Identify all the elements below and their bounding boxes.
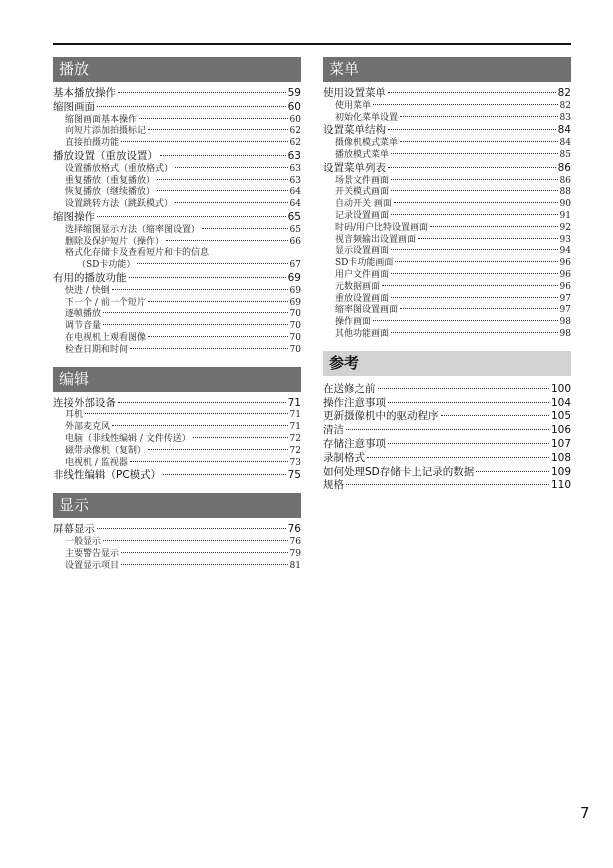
toc-entry-label: 用户文件画面: [335, 269, 390, 280]
toc-subentry[interactable]: [53, 321, 301, 333]
toc-entry[interactable]: [323, 162, 571, 176]
toc-page-number: 86: [557, 161, 571, 174]
toc-entry-label: 主要警告显示: [65, 548, 120, 559]
toc-page-number: 76: [287, 523, 301, 536]
dot-leader: [400, 141, 558, 142]
section-heading: 播放: [53, 57, 301, 82]
toc-entry-label: 使用菜单: [335, 100, 372, 111]
toc-page-number: 96: [559, 281, 571, 292]
toc-entry-label: 基本播放操作: [53, 87, 116, 99]
dot-leader: [382, 285, 558, 286]
dot-leader: [130, 461, 288, 462]
toc-page-number: 91: [559, 210, 571, 221]
toc-entry-label: 其他功能画面: [335, 328, 390, 339]
dot-leader: [476, 471, 549, 472]
dot-leader: [103, 540, 288, 541]
toc-entry-label: 规格: [323, 479, 344, 492]
toc-subentry[interactable]: [323, 113, 571, 125]
dot-leader: [391, 190, 558, 191]
dot-leader: [391, 332, 558, 333]
toc-subentry[interactable]: [53, 237, 301, 249]
toc-subentry[interactable]: [323, 305, 571, 317]
dot-leader: [121, 552, 288, 553]
toc-page-number: 69: [289, 285, 301, 296]
dot-leader: [346, 429, 549, 430]
toc-entry-label: 电视机 / 监视器: [65, 457, 128, 468]
dot-leader: [388, 402, 549, 403]
toc-entry-label: 重放设置画面: [335, 293, 390, 304]
toc-subentry[interactable]: [53, 333, 301, 345]
toc-entry[interactable]: [323, 397, 571, 411]
toc-entry-label: 直接拍摄功能: [65, 138, 120, 149]
toc-entry-label: 删除及保护短片（操作）: [65, 236, 165, 247]
toc-entry-label: 设置显示项目: [65, 560, 120, 571]
toc-page-number: 106: [550, 424, 571, 437]
top-rule: [53, 43, 571, 45]
toc-subentry[interactable]: [323, 101, 571, 113]
toc-entry[interactable]: [53, 101, 301, 115]
toc-entry-continued: 格式化存储卡及查看短片和卡的信息: [65, 248, 210, 259]
toc-entry-label: 清洁: [323, 424, 344, 437]
toc-subentry[interactable]: [53, 446, 301, 458]
toc-page-number: 82: [559, 100, 571, 111]
dot-leader: [163, 474, 285, 475]
dot-leader: [129, 277, 286, 278]
toc-entry-label: 播放设置（重放设置）: [53, 149, 158, 162]
dot-leader: [137, 263, 287, 264]
toc-page-number: 71: [289, 410, 301, 421]
toc-entry[interactable]: [53, 397, 301, 411]
toc-page-number: 73: [289, 457, 301, 468]
toc-page-number: 63: [287, 149, 301, 162]
toc-subentry[interactable]: [323, 317, 571, 329]
dot-leader: [388, 129, 556, 130]
toc-page-number: 98: [559, 317, 571, 328]
toc-subentry[interactable]: [53, 298, 301, 310]
toc-page-number: 79: [289, 548, 301, 559]
toc-page-number: 85: [559, 149, 571, 160]
toc-page-number: 63: [289, 163, 301, 174]
dot-leader: [430, 226, 558, 227]
toc-subentry[interactable]: [53, 164, 301, 176]
section-heading: 参考: [323, 351, 571, 376]
dot-leader: [97, 106, 286, 107]
toc-page-number: 71: [289, 422, 301, 433]
toc-entry-label: 缩图画面基本操作: [65, 114, 138, 125]
toc-entry[interactable]: [323, 438, 571, 452]
toc-page-number: 94: [559, 246, 571, 257]
toc-page-number: 64: [289, 187, 301, 198]
dot-leader: [373, 104, 558, 105]
toc-page-number: 70: [289, 309, 301, 320]
toc-entry-label: 连接外部设备: [53, 396, 116, 409]
toc-page-number: 69: [289, 297, 301, 308]
toc-page-number: 81: [289, 560, 301, 571]
dot-leader: [148, 449, 288, 450]
dot-leader: [103, 312, 288, 313]
toc-entry[interactable]: [53, 211, 301, 225]
toc-entry-label: 逐帧播放: [65, 309, 102, 320]
toc-entry-label: 重复播放（重复播放）: [65, 175, 156, 186]
section-gap: [323, 341, 571, 351]
toc-page-number: 65: [289, 224, 301, 235]
toc-subentry[interactable]: [323, 150, 571, 162]
dot-leader: [441, 415, 549, 416]
toc-entry-label: 场景文件画面: [335, 175, 390, 186]
dot-leader: [121, 564, 288, 565]
toc-entry-label: 时码/用户比特设置画面: [335, 222, 429, 233]
toc-entry-label: 恢复播放（继续播放）: [65, 187, 156, 198]
section-gap: [53, 357, 301, 367]
toc-subentry[interactable]: [53, 434, 301, 446]
toc-subentry[interactable]: [323, 270, 571, 282]
section-heading: 显示: [53, 493, 301, 518]
dot-leader: [175, 167, 288, 168]
toc-left-column: [53, 57, 301, 572]
toc-entry-label: 更新摄像机中的驱动程序: [323, 410, 439, 423]
toc-page-number: 63: [289, 175, 301, 186]
dot-leader: [97, 216, 286, 217]
toc-entry-label: 存储注意事项: [323, 437, 386, 450]
section-heading: 菜单: [323, 57, 571, 82]
toc-subentry[interactable]: [53, 345, 301, 357]
toc-entry-label: 操作画面: [335, 317, 372, 328]
dot-leader: [121, 141, 288, 142]
toc-page-number: 93: [559, 234, 571, 245]
toc-page-number: 59: [287, 87, 301, 99]
dot-leader: [112, 425, 288, 426]
dot-leader: [400, 308, 558, 309]
toc-entry[interactable]: [323, 424, 571, 438]
toc-subentry[interactable]: [53, 309, 301, 321]
dot-leader: [394, 202, 558, 203]
section-heading: 编辑: [53, 367, 301, 392]
dot-leader: [378, 388, 549, 389]
toc-entry-label: 设置播放格式（重放格式）: [65, 163, 174, 174]
toc-subentry[interactable]: [53, 537, 301, 549]
toc-page-number: 92: [559, 222, 571, 233]
toc-page-number: 97: [559, 305, 571, 316]
toc-entry[interactable]: [323, 479, 571, 493]
toc-entry-label: 外部麦克风: [65, 422, 111, 433]
toc-entry-label: 开关模式画面: [335, 187, 390, 198]
dot-leader: [388, 92, 556, 93]
toc-entry-label: 磁带录像机（复制）: [65, 445, 147, 456]
toc-page-number: 100: [550, 382, 571, 395]
toc-entry[interactable]: [323, 466, 571, 480]
toc-entry-label: 屏幕显示: [53, 523, 95, 536]
toc-entry-label: 有用的播放功能: [53, 271, 127, 284]
dot-leader: [391, 297, 558, 298]
dot-leader: [112, 289, 288, 290]
toc-page-number: 76: [289, 536, 301, 547]
toc-entry-label: 播放模式菜单: [335, 149, 390, 160]
toc-page-number: 108: [550, 451, 571, 464]
toc-subentry[interactable]: [323, 258, 571, 270]
toc-subentry[interactable]: [53, 138, 301, 150]
toc-subentry[interactable]: [323, 187, 571, 199]
toc-subentry[interactable]: [53, 286, 301, 298]
section-gap: [53, 483, 301, 493]
dot-leader: [202, 228, 288, 229]
toc-subentry[interactable]: [323, 199, 571, 211]
toc-page-number: 70: [289, 321, 301, 332]
toc-entry-label: 自动开关 画面: [335, 199, 392, 210]
toc-entry-label: 缩图操作: [53, 210, 95, 223]
toc-entry-label: 记录设置画面: [335, 210, 390, 221]
toc-page-number: 72: [289, 433, 301, 444]
toc-subentry[interactable]: [323, 294, 571, 306]
toc-entry-label: 一般显示: [65, 536, 102, 547]
dot-leader: [175, 202, 288, 203]
dot-leader: [388, 443, 549, 444]
toc-entry-label: SD卡功能画面: [335, 258, 394, 269]
toc-page-number: 84: [557, 124, 571, 137]
dot-leader: [103, 324, 288, 325]
toc-entry[interactable]: [323, 124, 571, 138]
dot-leader: [373, 320, 558, 321]
toc-page-number: 71: [287, 396, 301, 409]
toc-entry-label: 初始化菜单设置: [335, 112, 399, 123]
toc-entry-label: 使用设置菜单: [323, 87, 386, 99]
toc-subentry[interactable]: [323, 235, 571, 247]
toc-page-number: 104: [550, 396, 571, 409]
toc-page-number: 64: [289, 199, 301, 210]
toc-page-number: 70: [289, 332, 301, 343]
toc-entry-label: 设置跳转方法（跳跃模式）: [65, 199, 174, 210]
dot-leader: [346, 484, 549, 485]
dot-leader: [148, 301, 288, 302]
toc-subentry[interactable]: [53, 176, 301, 188]
toc-entry-label: 视音频输出设置画面: [335, 234, 417, 245]
toc-entry-label: 向短片添加拍摄标记: [65, 126, 147, 137]
toc-page-number: 72: [289, 445, 301, 456]
toc-page-number: 62: [289, 138, 301, 149]
toc-page-number: 96: [559, 258, 571, 269]
dot-leader: [391, 214, 558, 215]
dot-leader: [166, 240, 288, 241]
toc-page-number: 105: [550, 410, 571, 423]
dot-leader: [391, 179, 558, 180]
toc-page-number: 110: [550, 479, 571, 492]
toc-page-number: 97: [559, 293, 571, 304]
toc-page-number: 60: [289, 114, 301, 125]
toc-entry[interactable]: [323, 383, 571, 397]
dot-leader: [391, 249, 558, 250]
toc-page-number: 62: [289, 126, 301, 137]
page-number: 7: [580, 804, 590, 822]
toc-page-number: 83: [559, 112, 571, 123]
toc-page-number: 67: [289, 260, 301, 271]
toc-entry[interactable]: [53, 272, 301, 286]
toc-subentry[interactable]: [323, 176, 571, 188]
toc-entry-label: 检查日期和时间: [65, 344, 129, 355]
toc-entry-label: 缩图画面: [53, 100, 95, 113]
toc-subentry[interactable]: [323, 211, 571, 223]
toc-page-number: 66: [289, 236, 301, 247]
dot-leader: [391, 273, 558, 274]
toc-subentry[interactable]: [53, 260, 301, 272]
toc-subentry[interactable]: [53, 126, 301, 138]
toc-entry[interactable]: [323, 452, 571, 466]
toc-subentry[interactable]: [53, 199, 301, 211]
toc-page-number: 70: [289, 344, 301, 355]
toc-entry-label: 在送修之前: [323, 382, 376, 395]
toc-subentry[interactable]: [53, 410, 301, 422]
toc-page-number: 98: [559, 328, 571, 339]
toc-entry-label: 如何处理SD存储卡上记录的数据: [323, 465, 475, 478]
toc-entry-label: 操作注意事项: [323, 396, 386, 409]
toc-subentry[interactable]: [53, 187, 301, 199]
toc-page-number: 84: [559, 138, 571, 149]
toc-entry[interactable]: [53, 523, 301, 537]
toc-page-number: 69: [287, 271, 301, 284]
toc-entry[interactable]: [323, 410, 571, 424]
toc-subentry[interactable]: [53, 422, 301, 434]
toc-entry-label: 在电视机上观看图像: [65, 332, 147, 343]
toc-page-number: 107: [550, 437, 571, 450]
toc-subentry[interactable]: [323, 282, 571, 294]
toc-entry-label: 快进 / 快倒: [65, 285, 110, 296]
dot-leader: [418, 238, 558, 239]
dot-leader: [193, 437, 288, 438]
toc-entry-label: 录制格式: [323, 451, 365, 464]
toc-subentry[interactable]: [53, 115, 301, 127]
toc-page-number: 88: [559, 187, 571, 198]
dot-leader: [130, 348, 288, 349]
toc-right-column: [323, 57, 571, 493]
dot-leader: [97, 528, 286, 529]
toc-entry[interactable]: [53, 87, 301, 101]
toc-page-number: 90: [559, 199, 571, 210]
dot-leader: [395, 261, 557, 262]
toc-subentry[interactable]: [53, 561, 301, 573]
toc-entry-label: 设置菜单结构: [323, 124, 386, 137]
dot-leader: [118, 402, 286, 403]
toc-entry-label: 电脑（非线性编辑 / 文件传送）: [65, 433, 191, 444]
toc-entry-label: 摄像机模式菜单: [335, 138, 399, 149]
dot-leader: [367, 457, 549, 458]
toc-page-number: 65: [287, 210, 301, 223]
toc-subentry[interactable]: [53, 458, 301, 470]
toc-entry[interactable]: [53, 150, 301, 164]
toc-page-number: 75: [287, 469, 301, 482]
toc-subentry[interactable]: [323, 138, 571, 150]
dot-leader: [148, 129, 288, 130]
toc-subentry[interactable]: [53, 225, 301, 237]
dot-leader: [118, 92, 286, 93]
toc-page-number: 60: [287, 100, 301, 113]
toc-entry[interactable]: [53, 469, 301, 483]
dot-leader: [148, 336, 288, 337]
toc-entry-label: 设置菜单列表: [323, 161, 386, 174]
dot-leader: [391, 153, 558, 154]
toc-page-number: 86: [559, 175, 571, 186]
toc-entry-label: 非线性编辑（PC模式）: [53, 469, 162, 482]
toc-entry-label: 下一个 / 前一个短片: [65, 297, 146, 308]
dot-leader: [157, 179, 288, 180]
toc-subentry[interactable]: [53, 549, 301, 561]
toc-entry-label: 调节音量: [65, 321, 102, 332]
toc-entry-label: （SD卡功能）: [77, 260, 136, 271]
toc-entry-label: 缩率图设置画面: [335, 305, 399, 316]
dot-leader: [400, 116, 558, 117]
toc-entry[interactable]: [323, 87, 571, 101]
toc-entry-label: 耳机: [65, 410, 84, 421]
toc-entry-label: 元数据画面: [335, 281, 381, 292]
toc-entry-label: 显示设置画面: [335, 246, 390, 257]
toc-subentry[interactable]: [323, 329, 571, 341]
toc-page-number: 109: [550, 465, 571, 478]
dot-leader: [139, 118, 288, 119]
dot-leader: [160, 155, 286, 156]
toc-page-number: 82: [557, 87, 571, 99]
dot-leader: [85, 413, 288, 414]
toc-subentry[interactable]: [323, 246, 571, 258]
toc-entry-label: 选择缩图显示方法（缩率图设置）: [65, 224, 201, 235]
dot-leader: [388, 167, 556, 168]
dot-leader: [157, 190, 288, 191]
toc-subentry[interactable]: [323, 223, 571, 235]
toc-page-number: 96: [559, 269, 571, 280]
